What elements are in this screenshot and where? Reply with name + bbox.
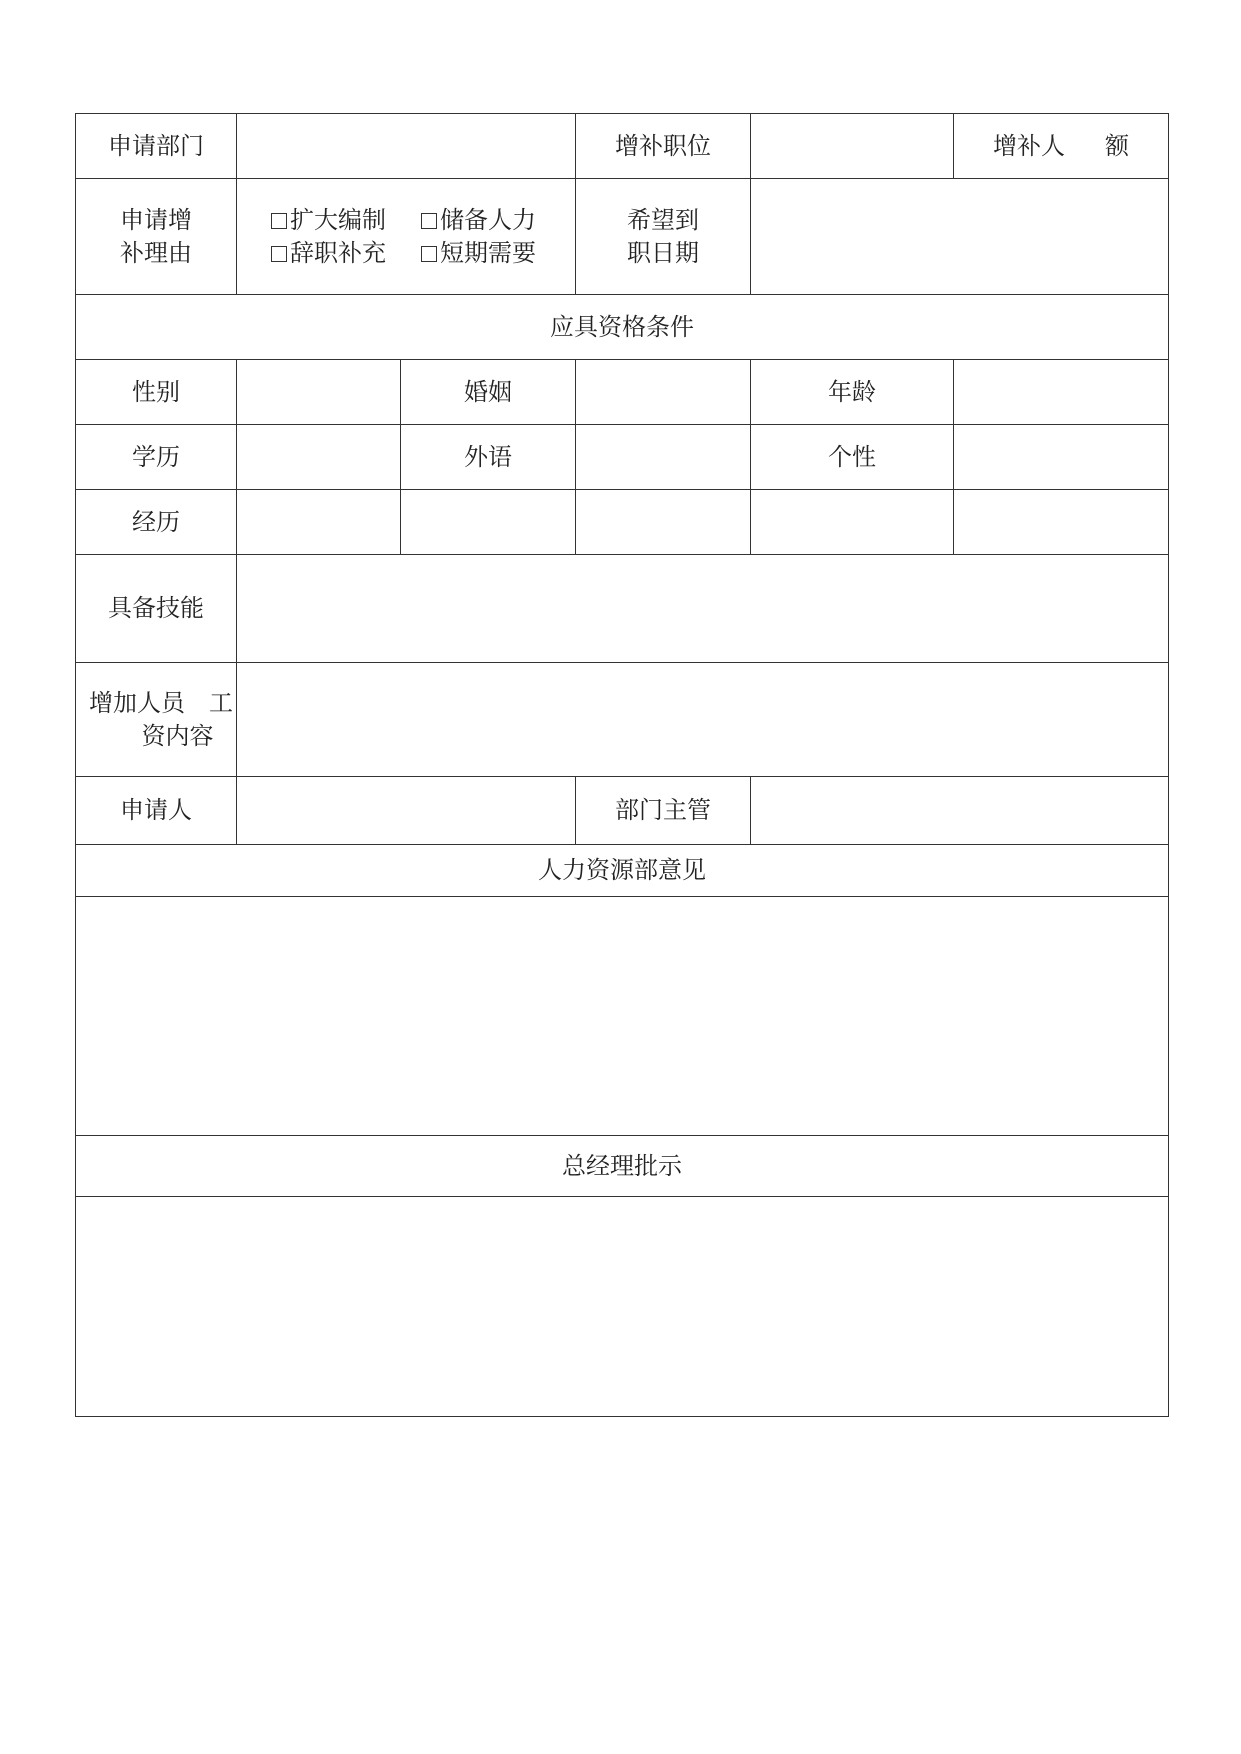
salary-input-cell[interactable] — [237, 663, 1169, 777]
reason-label — [76, 179, 237, 295]
experience-input-cell-2[interactable] — [401, 490, 576, 555]
gender-input-cell[interactable] — [237, 360, 401, 425]
reason-option-expand[interactable]: 扩大编制 — [271, 204, 421, 237]
reason-label-line1: 申请增 — [120, 205, 192, 234]
position-label: 增补职位 — [576, 114, 751, 179]
supervisor-input-cell[interactable] — [751, 777, 1169, 845]
experience-input-cell-3[interactable] — [576, 490, 751, 555]
start-date-label-line2: 职日期 — [627, 238, 699, 267]
salary-label-line1: 增加人员 工 — [89, 688, 233, 717]
gender-label: 性别 — [76, 360, 237, 425]
experience-input-cell-1[interactable] — [237, 490, 401, 555]
checkbox-icon[interactable] — [271, 246, 287, 262]
education-input-cell[interactable] — [237, 425, 401, 490]
form-row-hr-body — [76, 897, 1169, 1136]
position-input-cell[interactable] — [751, 114, 954, 179]
form-row-qualifications-header — [76, 295, 1169, 360]
form-row-hr-header — [76, 845, 1169, 897]
headcount-label-part-a: 增补人 — [993, 131, 1065, 160]
marital-input-cell[interactable] — [576, 360, 751, 425]
age-label: 年龄 — [751, 360, 954, 425]
reason-checkbox-group — [237, 204, 575, 270]
form-row-gm-body — [76, 1197, 1169, 1417]
reason-label-line2: 补理由 — [120, 238, 192, 267]
form-row-experience — [76, 490, 1169, 555]
start-date-label-line1: 希望到 — [627, 205, 699, 234]
form-row-skills — [76, 555, 1169, 663]
education-label: 学历 — [76, 425, 237, 490]
applicant-label: 申请人 — [76, 777, 237, 845]
reason-option-resignation[interactable]: 辞职补充 — [271, 237, 421, 270]
form-row-gender — [76, 360, 1169, 425]
start-date-label — [576, 179, 751, 295]
checkbox-icon[interactable] — [271, 213, 287, 229]
language-label: 外语 — [401, 425, 576, 490]
hr-opinion-input-cell[interactable] — [76, 897, 1169, 1136]
qualifications-header: 应具资格条件 — [76, 295, 1169, 360]
reason-option-short-term[interactable]: 短期需要 — [421, 237, 561, 270]
age-input-cell[interactable] — [954, 360, 1169, 425]
hr-opinion-header: 人力资源部意见 — [76, 845, 1169, 897]
checkbox-icon[interactable] — [421, 213, 437, 229]
skills-input-cell[interactable] — [237, 555, 1169, 663]
form-row-education — [76, 425, 1169, 490]
skills-label: 具备技能 — [76, 555, 237, 663]
marital-label: 婚姻 — [401, 360, 576, 425]
experience-input-cell-4[interactable] — [751, 490, 954, 555]
reason-option-reserve[interactable]: 储备人力 — [421, 204, 561, 237]
personality-input-cell[interactable] — [954, 425, 1169, 490]
gm-approval-input-cell[interactable] — [76, 1197, 1169, 1417]
personality-label: 个性 — [751, 425, 954, 490]
gm-approval-header: 总经理批示 — [76, 1136, 1169, 1197]
experience-label: 经历 — [76, 490, 237, 555]
form-row-department — [76, 114, 1169, 179]
department-label: 申请部门 — [76, 114, 237, 179]
salary-label — [76, 663, 237, 777]
experience-input-cell-5[interactable] — [954, 490, 1169, 555]
form-row-signatures — [76, 777, 1169, 845]
form-row-reason — [76, 179, 1169, 295]
start-date-input-cell[interactable] — [751, 179, 1169, 295]
checkbox-icon[interactable] — [421, 246, 437, 262]
headcount-label — [954, 114, 1169, 179]
reason-options-cell — [237, 179, 576, 295]
department-input-cell[interactable] — [237, 114, 576, 179]
form-row-salary — [76, 663, 1169, 777]
headcount-label-part-b: 额 — [1105, 131, 1129, 160]
form-row-gm-header — [76, 1136, 1169, 1197]
supervisor-label: 部门主管 — [576, 777, 751, 845]
applicant-input-cell[interactable] — [237, 777, 576, 845]
staffing-request-form — [75, 113, 1169, 1417]
language-input-cell[interactable] — [576, 425, 751, 490]
salary-label-line2: 资内容 — [141, 721, 214, 750]
